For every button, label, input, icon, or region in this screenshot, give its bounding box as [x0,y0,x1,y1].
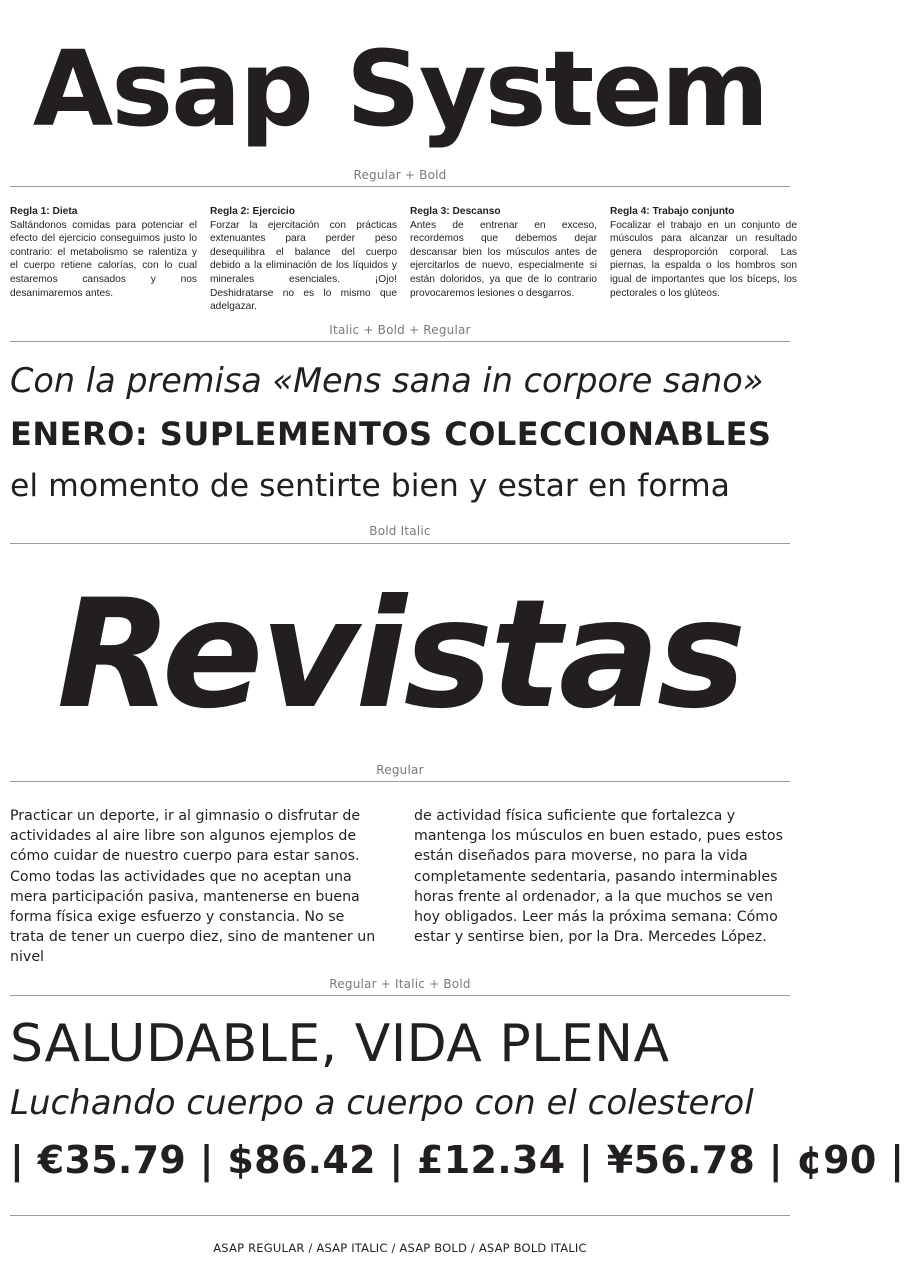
rule-heading: Regla 2: Ejercicio [210,206,295,217]
rule-text: Forzar la ejercitación con prácticas extenuantes para perder peso desequilibra el balance del cuerpo debido a la eliminación de los líquidos y minerales esenciales. ¡Ojo! Deshidratarse no es lo mismo que adelgazar. [210,219,397,313]
rule-heading: Regla 1: Dieta [10,206,78,217]
rule-column-1 [10,205,197,300]
currency-sample-line: | €35.79 | $86.42 | £12.34 | ¥56.78 | ¢90 | [10,1138,904,1182]
rule-heading: Regla 4: Trabajo conjunto [610,206,735,217]
divider [10,995,790,996]
divider [10,186,790,187]
rule-column-2 [210,205,397,314]
rule-heading: Regla 3: Descanso [410,206,501,217]
section-label-bold-italic: Bold Italic [369,524,431,538]
divider [10,543,790,544]
rule-text: Focalizar el trabajo en un conjunto de músculos para alcanzar un resultado genera desproporción corporal. Las piernas, la espalda o los hombros son igual de importantes que los bíceps, los pectorales o los glúteos. [610,219,797,299]
specimen-title: Asap System [32,28,768,150]
italic-headline-line: Luchando cuerpo a cuerpo con el colesterol [10,1083,754,1123]
rule-column-3 [410,205,597,300]
italic-sample-line: Con la premisa «Mens sana in corpore sano» [10,361,764,400]
rule-column-4 [610,205,797,300]
divider [10,781,790,782]
bold-sample-line: ENERO: SUPLEMENTOS COLECCIONABLES [10,415,772,453]
font-list-footer: ASAP REGULAR / ASAP ITALIC / ASAP BOLD / ASAP BOLD ITALIC [213,1241,587,1255]
rule-text: Antes de entrenar en exceso, recordemos que debemos dejar descansar bien los músculos antes de ejercitarlos de nuevo, especialmente si están doloridos, ya que de lo contrario provocaremos lesiones o desgarros. [410,219,597,299]
caps-sample-line: SALUDABLE, VIDA PLENA [10,1014,670,1074]
section-label-italic-bold-regular: Italic + Bold + Regular [329,323,471,337]
section-label-regular-italic-bold: Regular + Italic + Bold [329,977,471,991]
body-text-column-2: de actividad física suficiente que fortalezca y mantenga los músculos en buen estado, pues estos están diseñados para moverse, no para la vida completamente sedentaria, pasando interminables horas frente al ordenador, a la que muchos se ven hoy obligados. Leer más la próxima semana: Cómo estar y sentirse bien, por la Dra. Mercedes López. [414,808,783,946]
divider [10,1215,790,1216]
section-label-regular: Regular [376,763,424,777]
body-text-column-1: Practicar un deporte, ir al gimnasio o disfrutar de actividades al aire libre son algunos ejemplos de cómo cuidar de nuestro cuerpo para estar sanos. Como todas las actividades que no aceptan una mera participación pasiva, mantenerse en buena forma física exige esfuerzo y constancia. No se trata de tener un cuerpo diez, sino de mantener un nivel [10,808,376,966]
bold-italic-display-word: Revistas [56,568,744,742]
divider [10,341,790,342]
section-label-regular-bold: Regular + Bold [353,168,447,182]
rule-text: Saltándonos comidas para potenciar el efecto del ejercicio conseguimos justo lo contrario: el metabolismo se ralentiza y el cuerpo retiene calorías, con lo cual estaremos cansados y nos desanimaremos antes. [10,219,197,299]
regular-sample-line: el momento de sentirte bien y estar en forma [10,468,730,504]
